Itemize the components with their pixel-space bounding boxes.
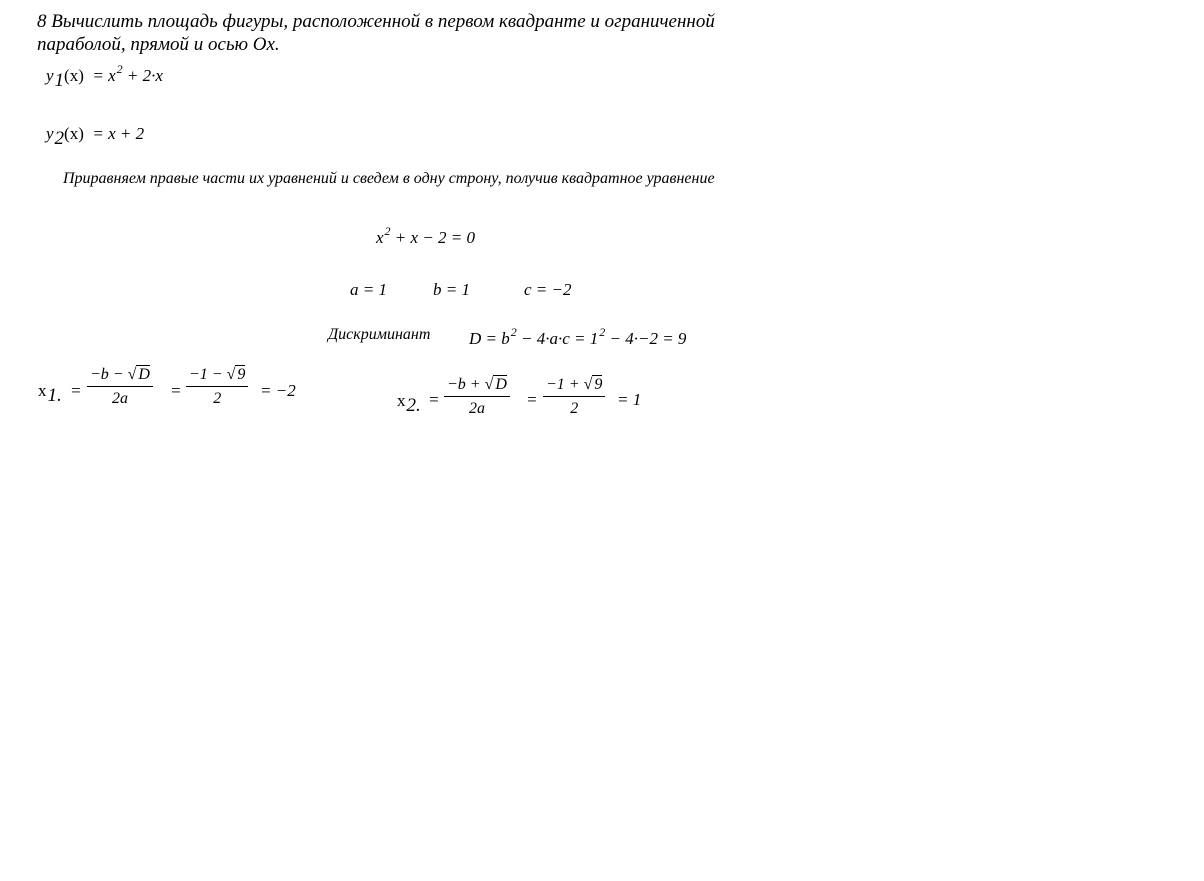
discriminant-part2: − 4·a·c = 1 [521, 329, 599, 348]
root1-label [38, 380, 62, 406]
function-y1 [46, 62, 163, 91]
quadratic-equation [376, 224, 475, 248]
root2-eq2: = [526, 390, 538, 409]
sqrt-radicand: 9 [237, 366, 246, 383]
root-var: x [38, 381, 47, 400]
sqrt-sign: √ [226, 366, 236, 383]
function-rhs-rest: + 2·x [126, 66, 163, 85]
sqrt-radicand: D [138, 366, 150, 383]
root2-label [397, 390, 421, 416]
root-index: 1. [47, 385, 62, 406]
function-power: 2 [116, 62, 123, 76]
root1-eq1: = [70, 381, 82, 400]
fraction-num-prefix: −1 + [546, 376, 584, 393]
fraction-den: 2a [468, 400, 485, 417]
root2-eq1: = [428, 390, 440, 409]
fraction-num-prefix: −1 − [189, 366, 227, 383]
discriminant-part1: D = b [469, 329, 510, 348]
fraction-num-prefix: −b + [447, 376, 485, 393]
discriminant-label: Дискриминант [328, 326, 431, 343]
function-rhs: = x + 2 [92, 124, 145, 143]
sqrt-sign: √ [484, 376, 494, 393]
discriminant-power2: 2 [599, 325, 606, 339]
root1-fraction2 [186, 366, 248, 408]
quadratic-lead: x [376, 228, 384, 247]
quadratic-rest: + x − 2 = 0 [394, 228, 476, 247]
function-rhs: = x [92, 66, 116, 85]
discriminant-power1: 2 [510, 325, 517, 339]
explanation-text: Приравняем правые части их уравнений и сведем в одну строну, получив квадратное уравнение [63, 170, 715, 187]
function-name: y [46, 66, 54, 85]
root1-fraction1 [87, 366, 153, 408]
root1-eq2: = [170, 381, 182, 400]
coefficient-a: a = 1 [350, 280, 387, 299]
function-index: 1 [54, 70, 65, 91]
problem-title-line2: параболой, прямой и осью Ох. [37, 34, 280, 55]
root-index: 2. [406, 395, 421, 416]
function-arg: (x) [64, 66, 84, 85]
discriminant-part3: − 4·−2 = 9 [609, 329, 687, 348]
fraction-den: 2 [213, 390, 222, 407]
sqrt-sign: √ [127, 366, 137, 383]
function-y2 [46, 123, 145, 149]
root2-result: = 1 [617, 390, 642, 409]
coefficient-c: c = −2 [524, 280, 572, 299]
sqrt-radicand: D [495, 376, 507, 393]
fraction-den: 2 [570, 400, 579, 417]
problem-title-line1: 8 Вычислить площадь фигуры, расположенной в первом квадранте и ограниченной [37, 11, 715, 32]
fraction-num-prefix: −b − [90, 366, 128, 383]
discriminant-formula [469, 325, 686, 349]
function-index: 2 [54, 128, 65, 149]
root2-fraction1 [444, 376, 510, 418]
root1-result: = −2 [260, 381, 296, 400]
sqrt-radicand: 9 [594, 376, 603, 393]
function-name: y [46, 124, 54, 143]
coefficient-b: b = 1 [433, 280, 470, 299]
function-arg: (x) [64, 124, 84, 143]
root2-fraction2 [543, 376, 605, 418]
quadratic-power: 2 [384, 224, 391, 238]
root-var: x [397, 391, 406, 410]
sqrt-sign: √ [583, 376, 593, 393]
fraction-den: 2a [111, 390, 128, 407]
